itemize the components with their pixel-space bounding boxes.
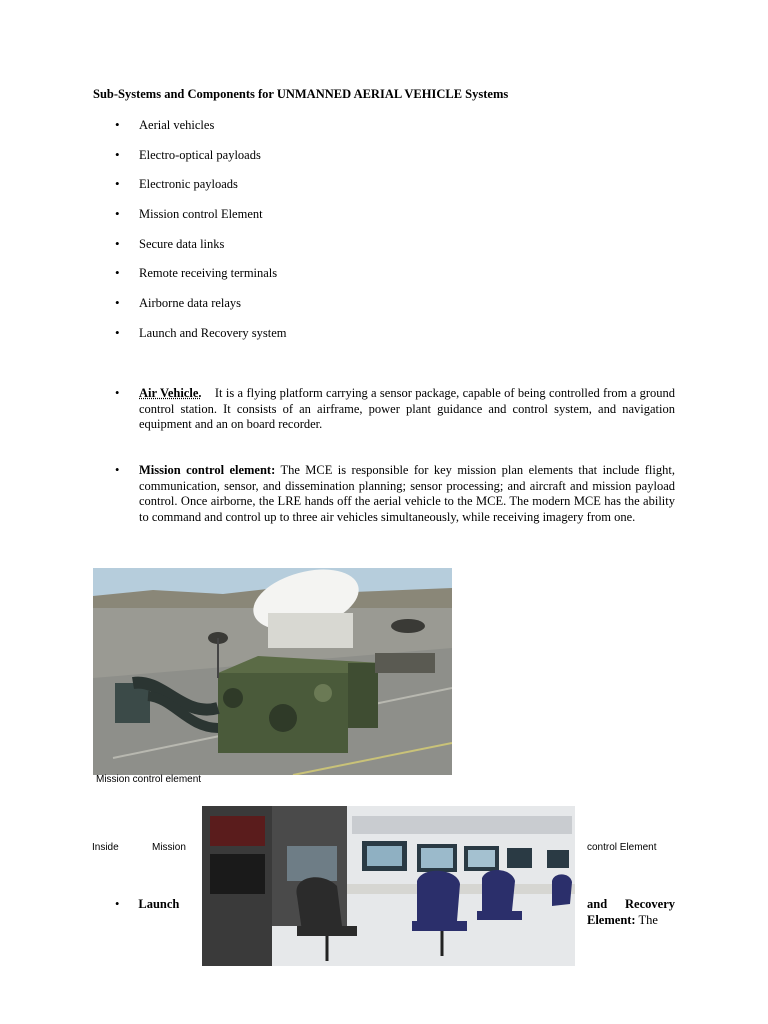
- mce-title: Mission control element:: [139, 463, 276, 477]
- mce-paragraph: [115, 463, 675, 525]
- control-room-illustration: [202, 806, 575, 966]
- launch-label: Launch: [138, 897, 180, 911]
- list-item: • Launch and Recovery system: [115, 324, 287, 354]
- launch-continuation: [587, 897, 675, 928]
- caption-inside: Inside: [92, 842, 119, 853]
- mce-text: The MCE is responsible for key mission plan elements that include flight, communication, sensor, and dissemination planning; sensor processing; and aircraft and mission payload control. Once airborne, the LRE hands off the aerial vehicle to the MCE. The modern MCE has the ability to command and control up to three air vehicles simultaneously, while receiving imagery from one.: [139, 463, 675, 524]
- mce-photo-caption: Mission control element: [96, 774, 202, 785]
- components-list: [115, 116, 287, 354]
- list-item: • Mission control Element: [115, 205, 287, 235]
- bullet-icon: •: [115, 463, 120, 477]
- launch-bullet: [115, 897, 179, 912]
- document-heading: Sub-Systems and Components for UNMANNED AERIAL VEHICLE Systems: [93, 87, 509, 101]
- bullet-icon: •: [115, 897, 120, 911]
- air-vehicle-paragraph: [115, 386, 675, 433]
- bullet-icon: •: [115, 386, 120, 400]
- list-item: • Secure data links: [115, 235, 287, 265]
- mission-control-element-photo: [93, 568, 452, 775]
- list-item: • Electro-optical payloads: [115, 146, 287, 176]
- list-item: • Aerial vehicles: [115, 116, 287, 146]
- recovery-element-label: and Recovery Element:: [587, 897, 675, 927]
- inside-mission-control-photo: [202, 806, 575, 966]
- list-item: • Remote receiving terminals: [115, 264, 287, 294]
- air-vehicle-text: It is a flying platform carrying a sensor package, capable of being controlled from a ground control station. It consists of an airframe, power plant guidance and control system, and navigation equipment and an on board recorder.: [139, 386, 675, 431]
- air-vehicle-title: Air Vehicle.: [139, 386, 202, 400]
- caption-mission: Mission: [152, 842, 186, 853]
- mce-illustration: [93, 568, 452, 775]
- list-item: • Electronic payloads: [115, 175, 287, 205]
- caption-control-element: control Element: [587, 842, 657, 853]
- recovery-element-text: The: [638, 912, 658, 927]
- list-item: • Airborne data relays: [115, 294, 287, 324]
